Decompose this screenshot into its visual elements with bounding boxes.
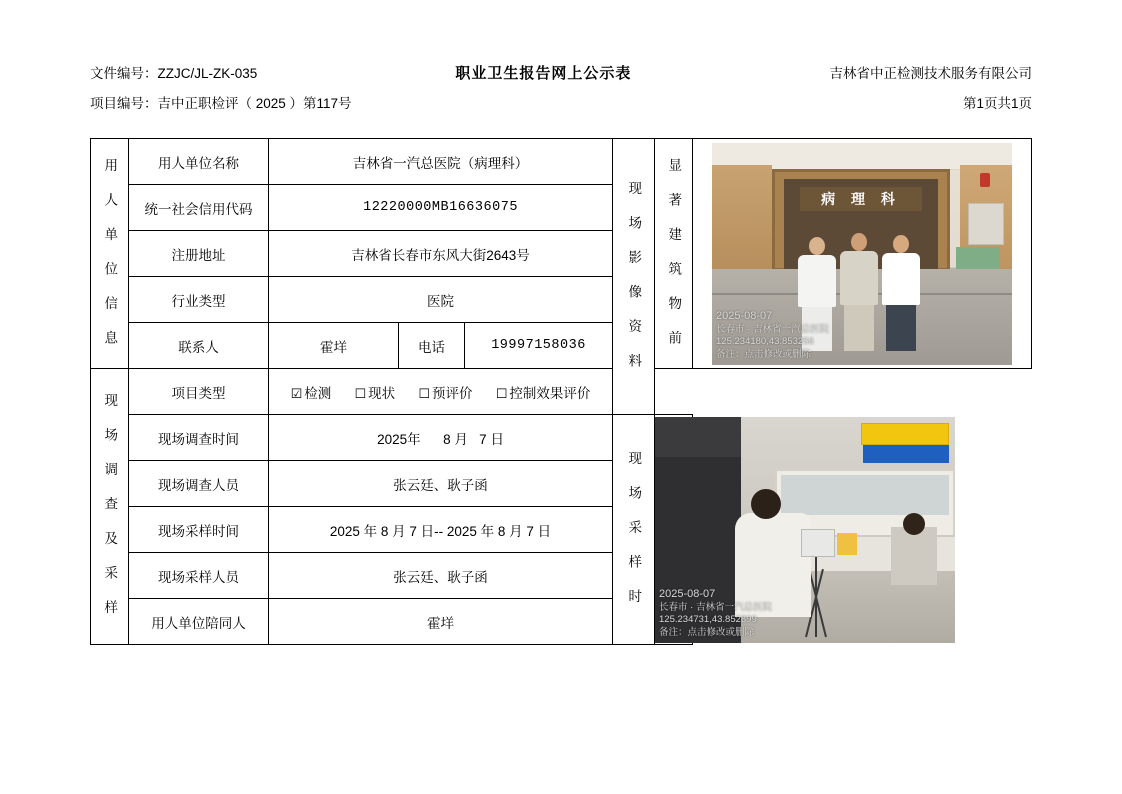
photo1-watermark-place: 长春市 · 吉林省一汽总医院: [716, 323, 829, 335]
survey-time-day: 7: [479, 431, 487, 447]
survey-time-day-unit: 日: [490, 431, 504, 447]
contact-value: 霍垟: [269, 323, 399, 369]
photo2-sampling-device-secondary: [837, 533, 857, 555]
survey-time-value: [269, 415, 613, 461]
project-type-option-pre-evaluation[interactable]: [418, 382, 472, 402]
checkbox-icon[interactable]: ☐: [495, 385, 508, 401]
photo2-watermark-note: 备注：点击修改或删除: [659, 626, 755, 638]
project-number-label: 项目编号：: [90, 96, 158, 111]
address-value: 吉林省长春市东风大街2643号: [269, 231, 613, 277]
employer-name-label: 用人单位名称: [129, 139, 269, 185]
checkbox-checked-icon[interactable]: ☑: [290, 385, 303, 401]
project-number-value: 吉中正职检评（ 2025 ）第117号: [157, 96, 352, 111]
photo1-watermark-coords: 125.234180,43.853256: [716, 336, 814, 348]
address-label: 注册地址: [129, 231, 269, 277]
photo2-seated-person-body: [891, 527, 937, 585]
doc-number-value: ZZJC/JL-ZK-035: [157, 66, 258, 81]
group-survey-sampling-label: 现 场 调 查 及 采 样: [102, 393, 118, 617]
survey-staff-label: 现场调查人员: [129, 461, 269, 507]
project-type-label: 项目类型: [129, 369, 269, 415]
photo1-person-right-legs: [886, 305, 916, 351]
photo2-warning-sign-icon: [861, 423, 949, 445]
page-title: 职业卫生报告网上公示表: [455, 65, 632, 82]
survey-time-month-unit: 月: [454, 431, 468, 447]
photo2-tripod-center: [815, 551, 817, 637]
public-notice-table: [90, 138, 1032, 645]
contact-label: 联系人: [129, 323, 269, 369]
accompany-label: 用人单位陪同人: [129, 599, 269, 645]
photo1-person-middle-legs: [844, 305, 874, 351]
photo2-sampling-device: [801, 529, 835, 557]
photo1-caption: 显 著 建 筑 物 前: [666, 157, 682, 347]
photo1-green-board: [956, 247, 1000, 269]
project-type-option-status[interactable]: [354, 382, 395, 402]
company-name: 吉林省中正检测技术服务有限公司: [829, 66, 1032, 81]
industry-label: 行业类型: [129, 277, 269, 323]
header-line-2: [90, 92, 1032, 112]
accompany-value: 霍垟: [269, 599, 613, 645]
survey-time-year: 2025年: [377, 431, 421, 447]
photo1-cell: [693, 139, 1032, 369]
project-type-option-detection[interactable]: [291, 382, 332, 402]
project-type-option-status-label: 现状: [368, 385, 396, 401]
project-type-options: [269, 369, 613, 415]
photo-sampling-scene: [655, 417, 955, 643]
photo2-watermark: [659, 587, 772, 639]
table-row: [91, 139, 1032, 185]
photo1-person-right: [882, 235, 920, 351]
photo2-seated-person-head: [903, 513, 925, 535]
sampling-time-label: 现场采样时间: [129, 507, 269, 553]
project-number: [90, 92, 963, 112]
survey-time-month: 8: [443, 431, 451, 447]
photo2-cell: [655, 415, 772, 645]
photo1-person-middle-head: [851, 233, 867, 251]
photo1-person-middle-body: [840, 251, 878, 305]
sampling-staff-value: 张云廷、耿子函: [269, 553, 613, 599]
project-type-option-control-effect-label: 控制效果评价: [509, 385, 591, 401]
photo1-person-left-body: [798, 255, 836, 307]
survey-staff-value: 张云廷、耿子函: [269, 461, 613, 507]
photo2-watermark-place: 长春市 · 吉林省一汽总医院: [659, 601, 772, 613]
photo1-person-middle: [840, 233, 878, 351]
photo1-wood-left: [712, 165, 772, 269]
photo2-caption: 现 场 采 样 时: [626, 450, 642, 606]
sampling-time-value: 2025 年 8 月 7 日-- 2025 年 8 月 7 日: [269, 507, 613, 553]
photo1-watermark: [716, 309, 829, 361]
photo1-person-right-body: [882, 253, 920, 305]
group-employer-info-label: 用 人 单 位 信 息: [102, 157, 118, 347]
group-media-label-cell: [613, 139, 655, 415]
checkbox-icon[interactable]: ☐: [418, 385, 431, 401]
page-info: 第1页共1页: [962, 96, 1032, 111]
survey-time-label: 现场调查时间: [129, 415, 269, 461]
employer-name-value: 吉林省一汽总医院（病理科）: [269, 139, 613, 185]
photo2-hood-glass: [781, 475, 949, 515]
table-row: [91, 415, 1032, 461]
photo1-wall-panel: [968, 203, 1004, 245]
photo1-watermark-note: 备注：点击修改或删除: [716, 348, 812, 360]
photo2-cabinet-top: [655, 417, 741, 457]
project-type-option-control-effect[interactable]: [496, 382, 591, 402]
photo2-worker-head: [751, 489, 781, 519]
photo2-watermark-date: 2025-08-07: [659, 588, 716, 601]
photo1-watermark-date: 2025-08-07: [716, 310, 773, 323]
photo1-emergency-lamp-icon: [980, 173, 990, 187]
credit-code-value: 12220000MB16636075: [269, 185, 613, 231]
photo1-person-right-head: [893, 235, 909, 253]
group-media-label: 现 场 影 像 资 料: [626, 180, 642, 370]
group-employer-info: [91, 139, 129, 369]
credit-code-label: 统一社会信用代码: [129, 185, 269, 231]
photo-building-front: [712, 143, 1012, 365]
doc-number: [90, 62, 257, 82]
checkbox-icon[interactable]: ☐: [354, 385, 367, 401]
doc-number-label: 文件编号：: [90, 66, 158, 81]
photo2-watermark-coords: 125.234731,43.852899: [659, 614, 757, 626]
project-type-option-detection-label: 检测: [304, 385, 332, 401]
table-row: [91, 369, 1032, 415]
group-survey-sampling: [91, 369, 129, 645]
photo1-door-sign: 病 理 科: [800, 187, 922, 211]
photo2-caption-cell: [613, 415, 655, 645]
header-line-1: [90, 62, 1032, 83]
photo1-person-left-head: [809, 237, 825, 255]
photo2-info-sign-icon: [863, 445, 949, 463]
phone-value: 19997158036: [465, 323, 613, 369]
project-type-option-pre-evaluation-label: 预评价: [432, 385, 473, 401]
photo1-caption-cell: [655, 139, 693, 369]
industry-value: 医院: [269, 277, 613, 323]
sampling-staff-label: 现场采样人员: [129, 553, 269, 599]
phone-label: 电话: [399, 323, 465, 369]
